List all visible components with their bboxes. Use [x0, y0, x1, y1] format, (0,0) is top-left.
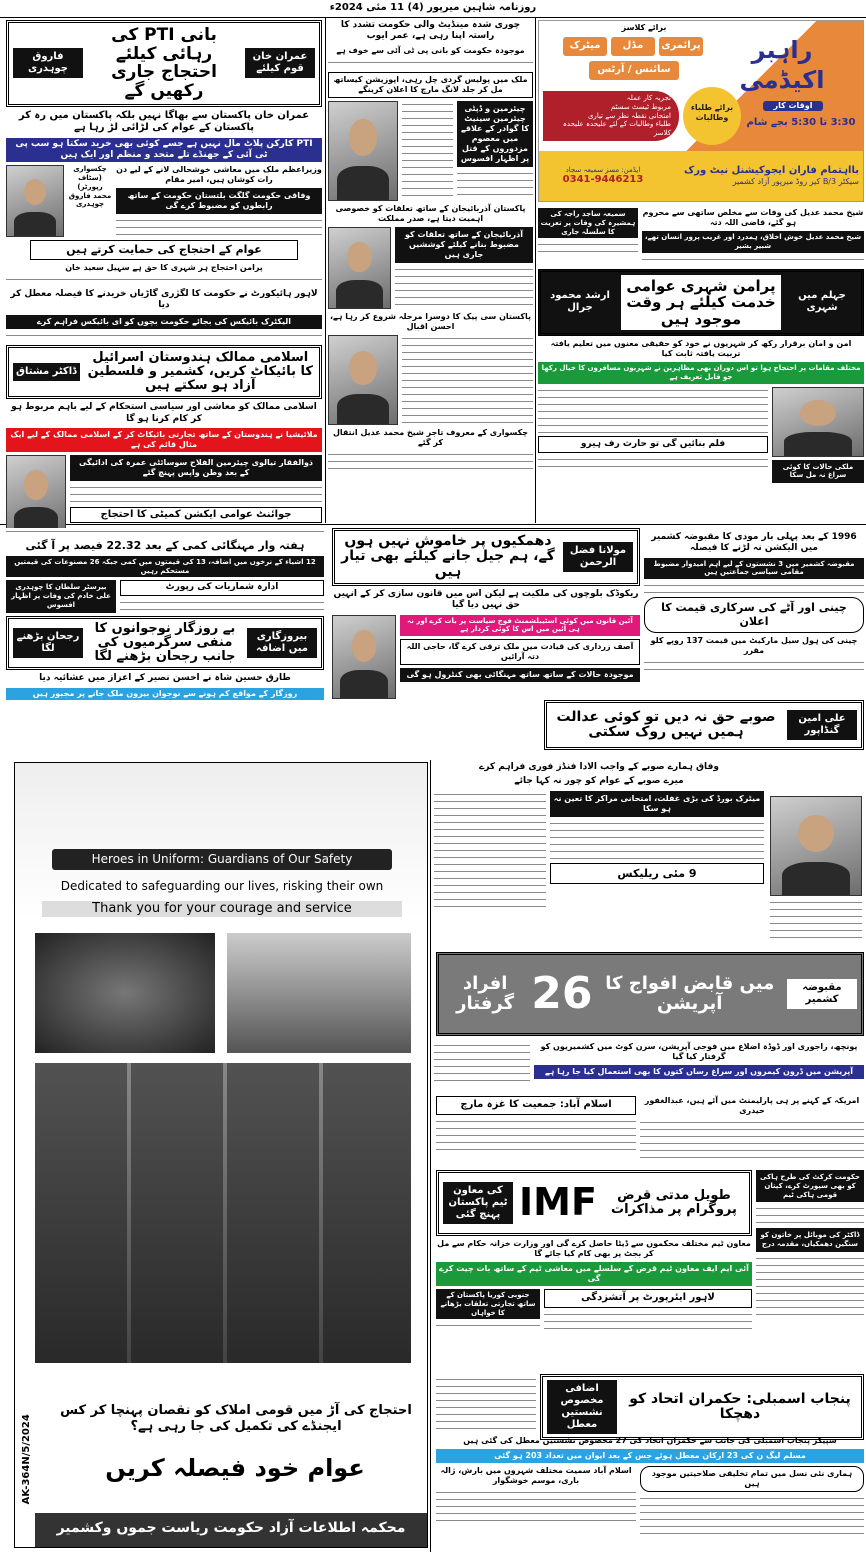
class-science-arts: سائنس / آرٹس: [589, 61, 679, 80]
article-body: [328, 59, 533, 69]
airport-fire-box: لاہور ایئرپورٹ پر آتشزدگی: [544, 1289, 752, 1308]
stats-box: ادارہ شماریات کی رپورٹ: [120, 580, 324, 595]
trend-side: رجحان بڑھنے لگا: [13, 628, 83, 658]
punjab-side: اضافی مخصوص نشستیں معطل: [547, 1380, 617, 1434]
reko-headline: ریکوڈک بلوچوں کی ملکیت ہے لیکن اس میں قانون سازی کر کے انہیں حق نہیں دیا گیا: [333, 589, 639, 611]
gandapur-photo: [770, 796, 862, 896]
islamic-subhead: اسلامی ممالک کو معاشی اور سیاسی استحکام کے لیے باہم مربوط ہو کر کام کرنا ہو گا: [11, 402, 317, 424]
class-middle: مڈل: [611, 37, 655, 56]
for-students: برائے طلباء وطالبات: [683, 87, 741, 145]
crowd-image: [227, 933, 411, 1053]
gandapur-side: علی امین گنڈاپور: [787, 710, 857, 740]
poonch-headline: پونچھ، راجوری اور ڈوڈہ اضلاع میں فوجی آپریشن، سرن کوٹ میں کشمیریوں کو گرفتار کیا گیا: [540, 1042, 858, 1061]
gaza-row: [436, 1096, 864, 1159]
article-body: [436, 1322, 540, 1332]
article-body: [402, 335, 533, 425]
person-photo: [772, 387, 864, 457]
article-body: [6, 528, 324, 536]
article-body: [642, 256, 864, 266]
kashmir-side: مقبوضہ کشمیر: [787, 979, 857, 1009]
gandapur-banner: [544, 700, 864, 750]
sumaira-condolence-box: سمیعہ ساجد راجہ کی ہمشیرہ کی وفات پر تعزیت کا سلسلہ جاری: [538, 208, 638, 238]
right-column: [538, 208, 864, 483]
article-body: [402, 101, 453, 201]
lhc-bar: الیکٹرک بائیکس کی بجائے حکومت بچوں کو ای بائیکس فراہم کرے: [6, 315, 322, 329]
jobs-blue-bar: روزگار کے مواقع کم ہونے سے نوجوان بیرون ملک جانے پر مجبور ہیں: [6, 688, 324, 700]
article-body: [770, 899, 862, 939]
protest-sub: پرامن احتجاج ہر شہری کا حق ہے سہیل سعید خان: [65, 263, 263, 272]
funds-column: [434, 762, 764, 911]
article-body: [640, 1495, 864, 1535]
feature: مربوط ٹیسٹ سسٹم: [610, 102, 671, 111]
article-body: [395, 266, 533, 306]
kashmir-headline: میں قابض افواج کا آپریشن: [605, 973, 775, 1014]
sugar-price-box: چینی اور آٹے کی سرکاری قیمت کا اعلان: [644, 597, 864, 633]
modi-bar: مقبوضہ کشمیر میں 3 نشستوں کے لیے اہم امیدوار مضبوط مقامی سیاسی جماعتیں ہیں: [644, 558, 864, 580]
punjab-column: [436, 1436, 864, 1535]
kashmir-number: 26: [531, 967, 593, 1019]
poonch-row: [434, 1042, 864, 1086]
rahbar-academy-ad: [538, 20, 864, 202]
ad-code: AK-364N/5/2024: [20, 1414, 32, 1505]
funds-headline: وفاق ہمارے صوبے کے واجب الادا فنڈز فوری فراہم کرے: [479, 762, 719, 772]
youth-box: ہماری نئی نسل میں تمام تخلیقی صلاحیتیں موجود ہیں: [640, 1466, 864, 1492]
ahsan-iqbal-headline: پاکستان سی پیک کا دوسرا مرحلہ شروع کر رہا ہے، احسن اقبال: [330, 311, 531, 331]
timing-label: اوقات کار: [763, 101, 823, 111]
malaysia-red-bar: ملائیشیا نے ہندوستان کے ساتھ تجارتی بائیکاٹ کر کے اسلامی ممالک کے لیے ایک مثال قائم کی ہے: [6, 428, 322, 452]
barrister-box: بیرسٹر سلطان کا چوہدری علی خادم کی وفات پر اظہار افسوس: [6, 580, 116, 612]
timing: 3:30 تا 5:30 بجے شام: [746, 117, 856, 128]
article-body: [457, 170, 533, 200]
zulfiqar-photo: [6, 455, 66, 535]
middle-column: [328, 20, 533, 471]
senate-box: چیئرمین و ڈپٹی چیئرمین سینیٹ کا گوادر کے علاقے میں معصوم مزدوروں کے قتل پر اظہار افسوس: [457, 101, 533, 167]
ad-question: احتجاج کی آڑ میں قومی املاک کو نقصان پہنچا کر کس ایجنڈے کی تکمیل کی جا رہی ہے؟: [60, 1403, 412, 1435]
zardari-box: آصف زرداری کی قیادت میں ملک ترقی کرے گا، حاجی اللہ دتہ آرائیں: [400, 639, 640, 665]
sugar-sub: چینی کی ہول سیل مارکیٹ میں قیمت 137 روپے کلو مقرر: [650, 635, 858, 655]
masthead: روزنامہ شاہین میرپور (4) 11 مئی 2024ء: [329, 2, 537, 13]
ad-decide: عوام خود فیصلہ کریں: [105, 1454, 365, 1482]
article-body: [116, 217, 322, 237]
adeel-headline: چکسواری کے معروف تاجر شیخ محمد عدیل انتقال کر گئے: [332, 427, 529, 447]
feature: تجربہ کار عملہ: [626, 94, 671, 102]
article-body: [538, 387, 768, 433]
article-body: [640, 1119, 864, 1159]
govt-ad: [14, 762, 428, 1548]
gandapur-photo-column: [770, 796, 862, 939]
article-body: [538, 241, 638, 255]
zardari-photo: [328, 227, 391, 309]
farooq-photo: [6, 165, 64, 237]
jhelum-side: جہلم میں شہری: [787, 287, 857, 317]
burning-vehicle-image: [35, 933, 215, 1053]
imf-green-bar: آئی ایم ایف معاون ٹیم قرض کے سلسلے میں معاشی ٹیم کے ساتھ بات چیت کرے گی: [436, 1262, 752, 1286]
modi-column: [644, 532, 864, 673]
gb-bar: وفاقی حکومت گلگت بلتستان حکومت کے ساتھ رابطوں کو مضبوط کرے گی: [116, 188, 322, 214]
arshad-side: ارشد محمود جرال: [545, 287, 615, 317]
article-body: [436, 1118, 636, 1154]
academy-title: راہبر اکیڈمی: [739, 36, 825, 94]
article-body: [434, 1042, 530, 1086]
imf-word: IMF: [519, 1180, 597, 1225]
matric-board-box: میٹرک بورڈ کی بڑی غفلت، امتحانی مراکز کا تعین نہ ہو سکا: [550, 791, 764, 817]
punjab-blue-bar: مسلم لیگ ن کی 23 ارکان معطل ہوئے جس کے بعد ایوان میں تعداد 203 ہو گئی: [436, 1449, 864, 1463]
unemployment-banner: [6, 616, 324, 671]
article-body: [544, 1311, 752, 1331]
article-body: [644, 582, 864, 594]
article-body: [6, 332, 322, 342]
article-body: [756, 1205, 864, 1225]
article-body: [756, 1255, 864, 1315]
pti-side-name: عمران خان قوم کیلئے: [245, 48, 315, 78]
kashmir-end: افراد گرفتار: [456, 973, 515, 1014]
imran-subhead: عمران خان پاکستان سے بھاگا نہیں بلکہ پاکستان میں رہ کر پاکستان کے عوام کی لڑائی لڑ رہا ہے: [18, 109, 310, 134]
fazl-banner: [332, 528, 640, 586]
may9-box: 9 مئی ریلیکس: [550, 863, 764, 885]
ad-line1: Dedicated to safeguarding our lives, risking their own: [60, 879, 384, 893]
unemployment-headline: بے روزگار نوجوانوں کا منفی سرگرمیوں کی جانب رجحان بڑھنے لگا: [94, 620, 236, 665]
drone-blue-bar: آپریشن میں ڈرون کیمروں اور سراغ رساں کتوں کا بھی استعمال کیا جا رہا ہے: [534, 1065, 864, 1079]
us-headline: امریکہ کے کہنے پر ہی پارلیمنٹ میں آئے ہیں، عبدالغفور حیدری: [644, 1096, 860, 1115]
omar-ayub-sub: موجودہ حکومت کو بانی پی ٹی آئی سے خوف ہے: [336, 45, 525, 55]
imf-end: کی معاون ٹیم پاکستان پہنچ گئی: [443, 1182, 513, 1224]
peace-green-bar: مختلف مقامات پر احتجاج ہوا تو اس دوران بھی مظاہرین نے شہریوں مسافروں کا خیال رکھا جو قابل تعریف ہے: [538, 362, 864, 384]
peace-headline: پرامن شہری عوامی خدمت کیلئے ہر وقت موجود ہیں: [621, 275, 781, 331]
left-column: [6, 20, 322, 535]
mushtaq-side: ڈاکٹر مشتاق: [13, 363, 80, 381]
article-body: [436, 1489, 636, 1525]
omar-ayub-headline: چوری شدہ مینڈیٹ والی حکومت تشدد کا راستہ اپنا رہی ہے، عمر ایوب: [340, 20, 521, 42]
hockey-column: [756, 1170, 864, 1315]
imf-headline: طویل مدتی قرض پروگرام پر مذاکرات: [611, 1187, 737, 1217]
qazi-headline: شیخ محمد عدیل کی وفات سے مخلص ساتھی سے محروم ہو گئے، قاضی اللہ دتہ: [642, 208, 864, 227]
azerbaijan-box: آذربائیجان کے ساتھ تعلقات کو مضبوط بنانے کیلئے کوششیں جاری ہیں: [395, 227, 533, 263]
org-name: بااہتمام فاران ایجوکیشنل نیٹ ورک: [684, 165, 859, 177]
omar-ayub-photo: [328, 101, 398, 201]
article-body: [644, 659, 864, 673]
ahsan-iqbal-photo: [328, 335, 398, 425]
farooq-side: فاروق چوہدری: [13, 48, 83, 78]
film-box: فلم بنائیں گی تو حارث رف ہیرو: [538, 436, 768, 453]
lhc-headline: لاہور ہائیکورٹ نے حکومت کا لگژری گاڑیاں خریدنے کا فیصلہ معطل کر دیا: [10, 289, 318, 311]
jaac-box: جوائنٹ عوامی ایکشن کمیٹی کا احتجاج: [70, 507, 322, 524]
punjab-subhead: سپیکر پنجاب اسمبلی کی جانب سے حکمران اتحاد کی 27 مخصوص نشستیں معطل کی گئی ہیں: [463, 1436, 837, 1445]
amir-muqam-headline: وزیراعظم ملک میں معاشی خوشحالی لانے کے لیے دن رات کوشاں ہیں، امیر مقام: [116, 165, 322, 185]
tariq-headline: طارق حسین شاہ نے احسن نصیر کے اعزاز میں عشائیہ دیا: [39, 673, 291, 684]
president-headline: پاکستان آذربائیجان کے ساتھ تعلقات کو خصوصی اہمیت دیتا ہے، صدر مملکت: [335, 203, 526, 223]
ad-title: Heroes in Uniform: Guardians of Our Safety: [52, 849, 392, 870]
kashmir-banner: [436, 952, 864, 1036]
for-classes: برائے کلاسز: [621, 23, 667, 32]
article-body: [70, 484, 322, 504]
article-body: [436, 1376, 536, 1430]
modi-headline: 1996 کے بعد پہلی بار مودی کا مقبوضہ کشمیر میں الیکشن نہ لڑنے کا فیصلہ: [651, 532, 857, 554]
unemployment-side: بیروزگاری میں اضافہ: [247, 628, 317, 658]
peace-banner: [538, 269, 864, 337]
admin: ایڈمن: مسز سمیعہ سجاد: [565, 165, 641, 174]
inflation-headline: ہفتہ وار مہنگائی کمی کے بعد 22.32 فیصد پر آ گئی: [25, 539, 305, 552]
imf-subhead: معاون ٹیم مختلف محکموں سے ڈیٹا حاصل کرے گی اور وزارت خزانہ حکام سے مل کر بجٹ پر بھی کام کیا جائے گا: [437, 1239, 751, 1258]
injured-police-images: [35, 1063, 411, 1363]
zulfiqar-headline: ذوالفقار تیالوی چیئرمین الفلاح سوسائٹی عمرہ کی ادائیگی کے بعد وطن واپس پہنچ گئے: [70, 455, 322, 481]
punjab-headline: پنجاب اسمبلی: حکمران اتحاد کو دھچکا: [629, 1390, 851, 1422]
ad-line2: Thank you for your courage and service: [42, 901, 402, 917]
feature: طلباء وطالبات کے لئے علیحدہ علیحدہ کلاسز: [562, 120, 671, 137]
article-body: [434, 791, 546, 911]
photo-caption: چکسواری (سٹاف رپورٹر) محمد فاروق چوہدری: [68, 165, 112, 209]
imf-column: [436, 1170, 752, 1332]
feature: امتحانی نقطہ نظر سے تیاری: [587, 111, 671, 120]
islamic-headline: اسلامی ممالک ہندوستان اسرائیل کا بائیکاٹ کریں، کشمیر و فلسطین آزاد ہو سکتے ہیں: [87, 349, 313, 394]
fazl-headline: دھمکیوں پر خاموش نہیں ہوں گے، ہم جیل جانے کیلئے بھی تیار ہیں: [341, 533, 555, 580]
article-body: [538, 456, 768, 470]
protest-box: عوام کے احتجاج کی حمایت کرتے ہیں: [30, 240, 298, 260]
funds-sub: میرے صوبے کے عوام کو چور نہ کہا جائے: [514, 776, 684, 787]
pti-headline: بانی PTI کی رہائی کیلئے احتجاج جاری رکھیں گے: [111, 25, 217, 102]
fazl-pink-bar: آئین قانون میں کوئی اسٹیبلشمنٹ فوج سیاست پر بات کرے اور نہ ہی آئین میں اس کا کوئی کردار ہے: [400, 615, 640, 637]
fazl-column: [332, 528, 640, 699]
pti-blue-bar: PTI کارکن پلاٹ مال نہیں ہے جسے کوئی بھی خرید سکتا ہو سب پی ٹی آئی کے جھنڈے تلے متحد و منظم اور ایک ہیں: [6, 138, 322, 163]
fazl-side: مولانا فضل الرحمن: [563, 542, 633, 572]
imf-banner: [436, 1170, 752, 1236]
article-body: [328, 451, 533, 471]
hockey-box: حکومت کرکٹ کی طرح ہاکی کو بھی سپورٹ کرے، کپتان قومی ہاکی ٹیم: [756, 1170, 864, 1202]
korea-box: جنوبی کوریا پاکستان کے ساتھ تجارتی تعلقات بڑھانے کا خواہاں: [436, 1289, 540, 1319]
missing-box: ملکی حالات کا کوئی سراغ نہ مل سکا: [772, 460, 864, 484]
article-body: [550, 820, 764, 860]
punjab-assembly-banner: [540, 1374, 864, 1440]
pti-banner: [6, 20, 322, 107]
inflation-bar: 12 اشیاء کے نرخوں میں اضافہ، 13 کی قیمتوں میں کمی جبکہ 26 مصنوعات کی قیمتیں مستحکم رہیں: [6, 556, 324, 578]
peace-subhead: امن و امان برقرار رکھ کر شہریوں نے خود کو حقیقی معنوں میں تعلیم یافتہ تربیت یافتہ ثابت کیا: [550, 339, 852, 358]
rain-headline: اسلام آباد سمیت مختلف شہروں میں بارش، ژالہ باری، موسم خوشگوار: [440, 1466, 632, 1485]
address: سیکٹر B/3 کیر روڈ میرپور آزاد کشمیر: [732, 177, 859, 187]
police-box: ملک میں پولیس گردی چل رہی، اپوزیشن کیساتھ مل کر جلد لانگ مارچ کا اعلان کرینگے: [328, 72, 533, 98]
article-body: [6, 276, 322, 286]
fazl-photo: [332, 615, 396, 699]
ad-footer: محکمہ اطلاعات آزاد حکومت ریاست جموں وکشمیر: [35, 1513, 427, 1547]
class-matric: میٹرک: [563, 37, 607, 56]
gandapur-headline: صوبے حق نہ دیں تو کوئی عدالت ہمیں نہیں روک سکتی: [556, 708, 776, 740]
shabbir-bar: شیخ محمد عدیل خوش اخلاق، ہمدرد اور غریب پرور انسان تھے، شبیر بشیر: [642, 231, 864, 253]
class-primary: پرائمری: [659, 37, 703, 56]
gaza-march-box: اسلام آباد: جمعیت کا غزہ مارچ: [436, 1096, 636, 1115]
inflation-control-bar: موجودہ حالات کے ساتھ ساتھ مہنگائی بھی کنٹرول ہو گی: [400, 668, 640, 682]
islamic-banner: [6, 345, 322, 400]
doctor-box: ڈاکٹر کی موبائل پر خاتون کو سنگین دھمکیاں، مقدمہ درج: [756, 1228, 864, 1252]
row2-left-column: [6, 528, 324, 700]
article-body: [120, 599, 324, 613]
phone: 0341-9446213: [562, 174, 644, 186]
